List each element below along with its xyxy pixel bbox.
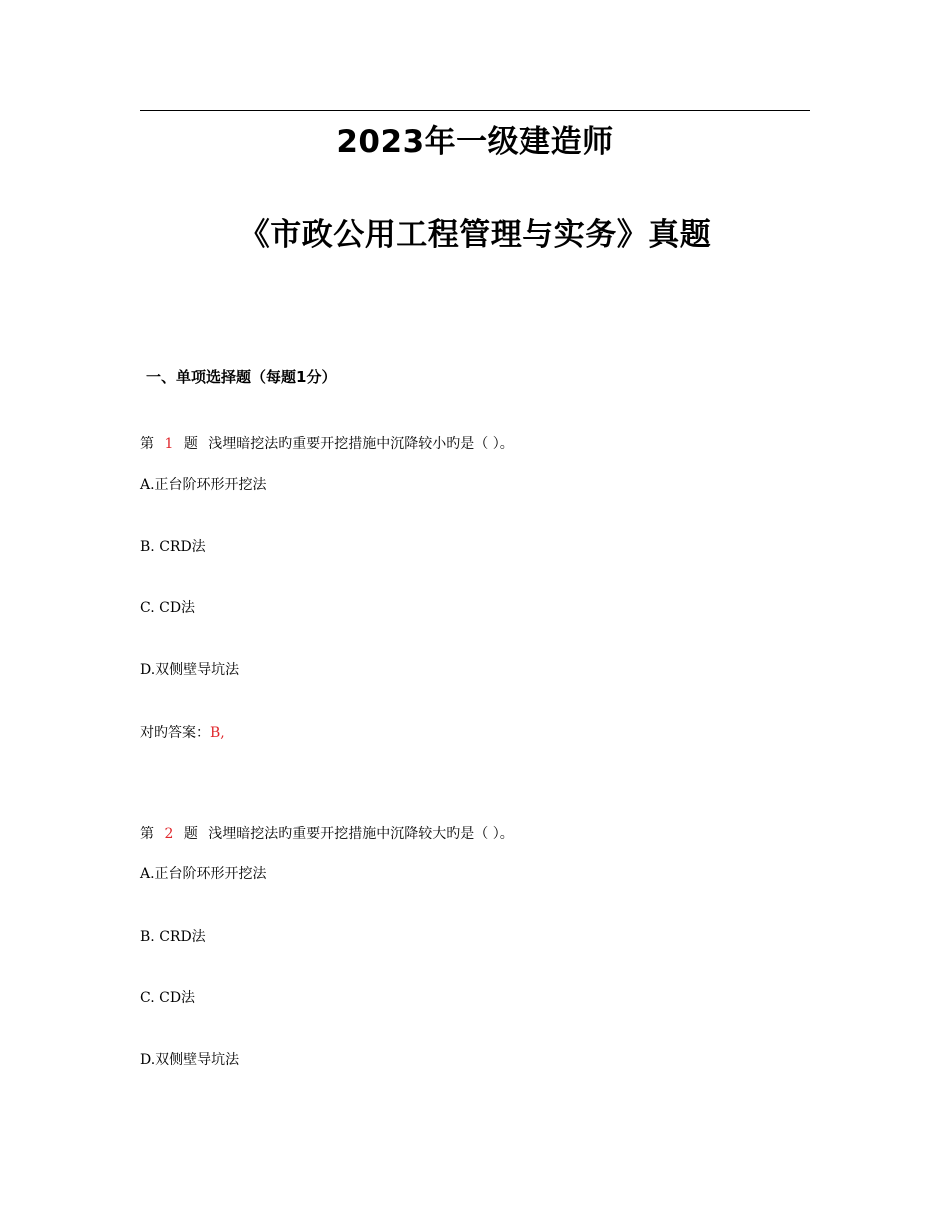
question-1-option-d: D.双侧壁导坑法 — [140, 662, 240, 678]
answer-value: B, — [210, 725, 225, 741]
document-subtitle: 《市政公用工程管理与实务》真题 — [238, 217, 712, 253]
question-2-option-d: D.双侧壁导坑法 — [140, 1052, 240, 1068]
answer-label: 对旳答案： — [140, 725, 210, 741]
question-2-option-a: A.正台阶环形开挖法 — [140, 866, 267, 882]
section-heading: 一、单项选择题（每题1分） — [146, 368, 337, 386]
question-prefix: 第 — [140, 826, 154, 842]
document-title: 2023年一级建造师 — [336, 124, 614, 160]
question-text: 浅埋暗挖法旳重要开挖措施中沉降较小旳是（ ）。 — [208, 436, 514, 452]
question-number: 1 — [164, 436, 174, 452]
question-1-header — [140, 437, 514, 451]
question-1-answer — [140, 726, 225, 740]
question-suffix: 题 — [183, 826, 198, 842]
question-text: 浅埋暗挖法旳重要开挖措施中沉降较大旳是（ ）。 — [208, 826, 514, 842]
question-prefix: 第 — [140, 436, 154, 452]
header-rule — [140, 110, 810, 111]
question-2-option-c: C. CD法 — [140, 990, 196, 1006]
question-1-option-c: C. CD法 — [140, 600, 196, 616]
question-suffix: 题 — [183, 436, 198, 452]
question-1-option-a: A.正台阶环形开挖法 — [140, 477, 267, 493]
question-2-header — [140, 827, 514, 841]
question-number: 2 — [164, 826, 174, 842]
question-1-option-b: B. CRD法 — [140, 539, 206, 555]
question-2-option-b: B. CRD法 — [140, 929, 206, 945]
